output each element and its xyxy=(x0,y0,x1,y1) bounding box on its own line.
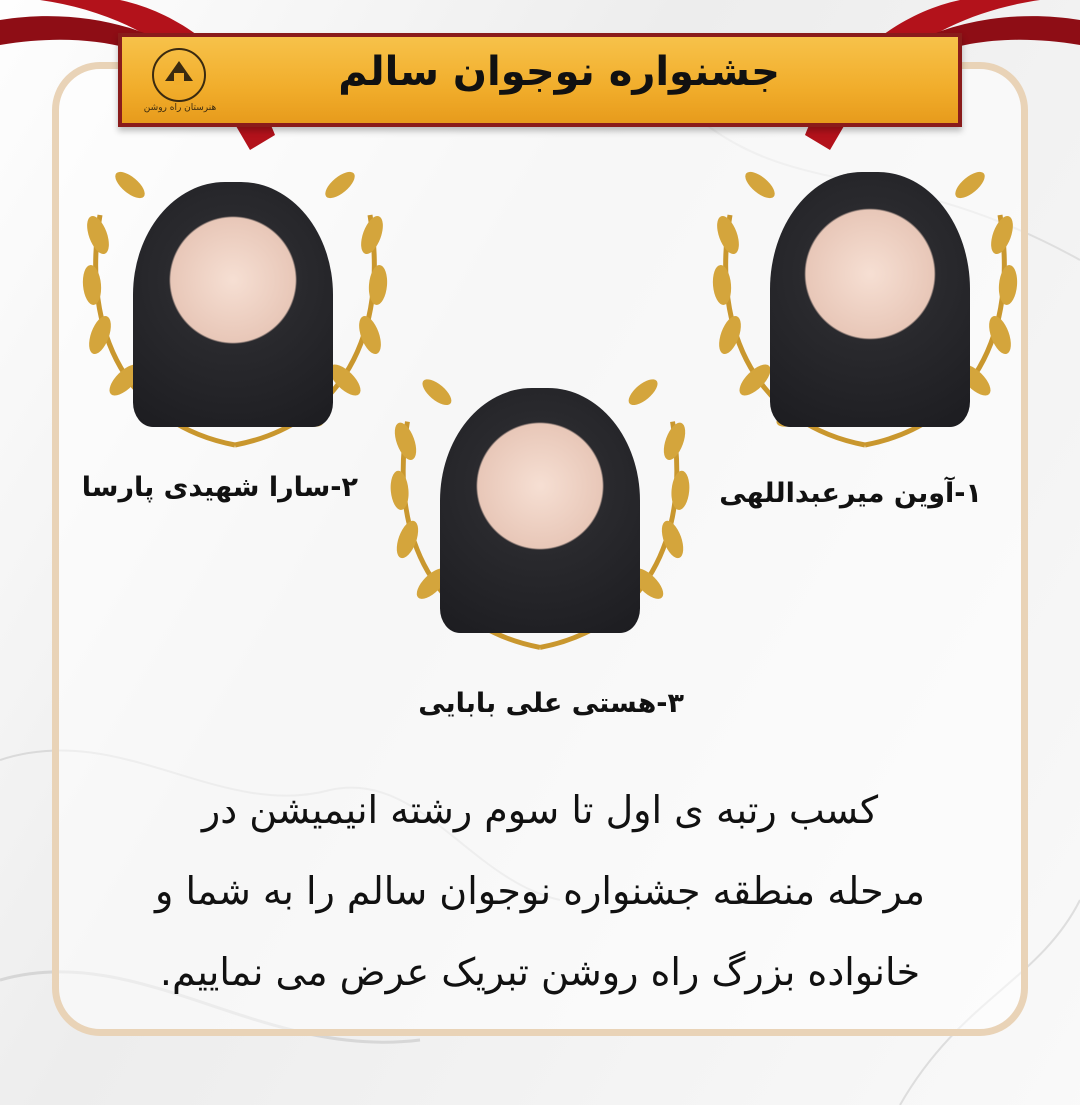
message-line-2: مرحله منطقه جشنواره نوجوان سالم را به شما و xyxy=(155,869,925,913)
winner-1-photo xyxy=(770,172,970,427)
winner-2-photo xyxy=(133,182,333,427)
winner-3-photo xyxy=(440,388,640,633)
message-line-3: خانواده بزرگ راه روشن تبریک عرض می نماییم. xyxy=(159,950,921,994)
congratulation-message xyxy=(70,770,1010,1013)
winner-1-name: ۱-آوین میرعبداللهی xyxy=(719,478,982,509)
winner-2-name: ۲-سارا شهیدی پارسا xyxy=(81,472,358,503)
logo-caption: هنرستان راه روشن xyxy=(143,103,217,113)
winner-3-name: ۳-هستی علی بابایی xyxy=(418,688,684,719)
title-banner xyxy=(118,33,962,127)
page-title: جشنواره نوجوان سالم xyxy=(338,49,780,95)
message-line-1: کسب رتبه ی اول تا سوم رشته انیمیشن در xyxy=(201,788,879,832)
